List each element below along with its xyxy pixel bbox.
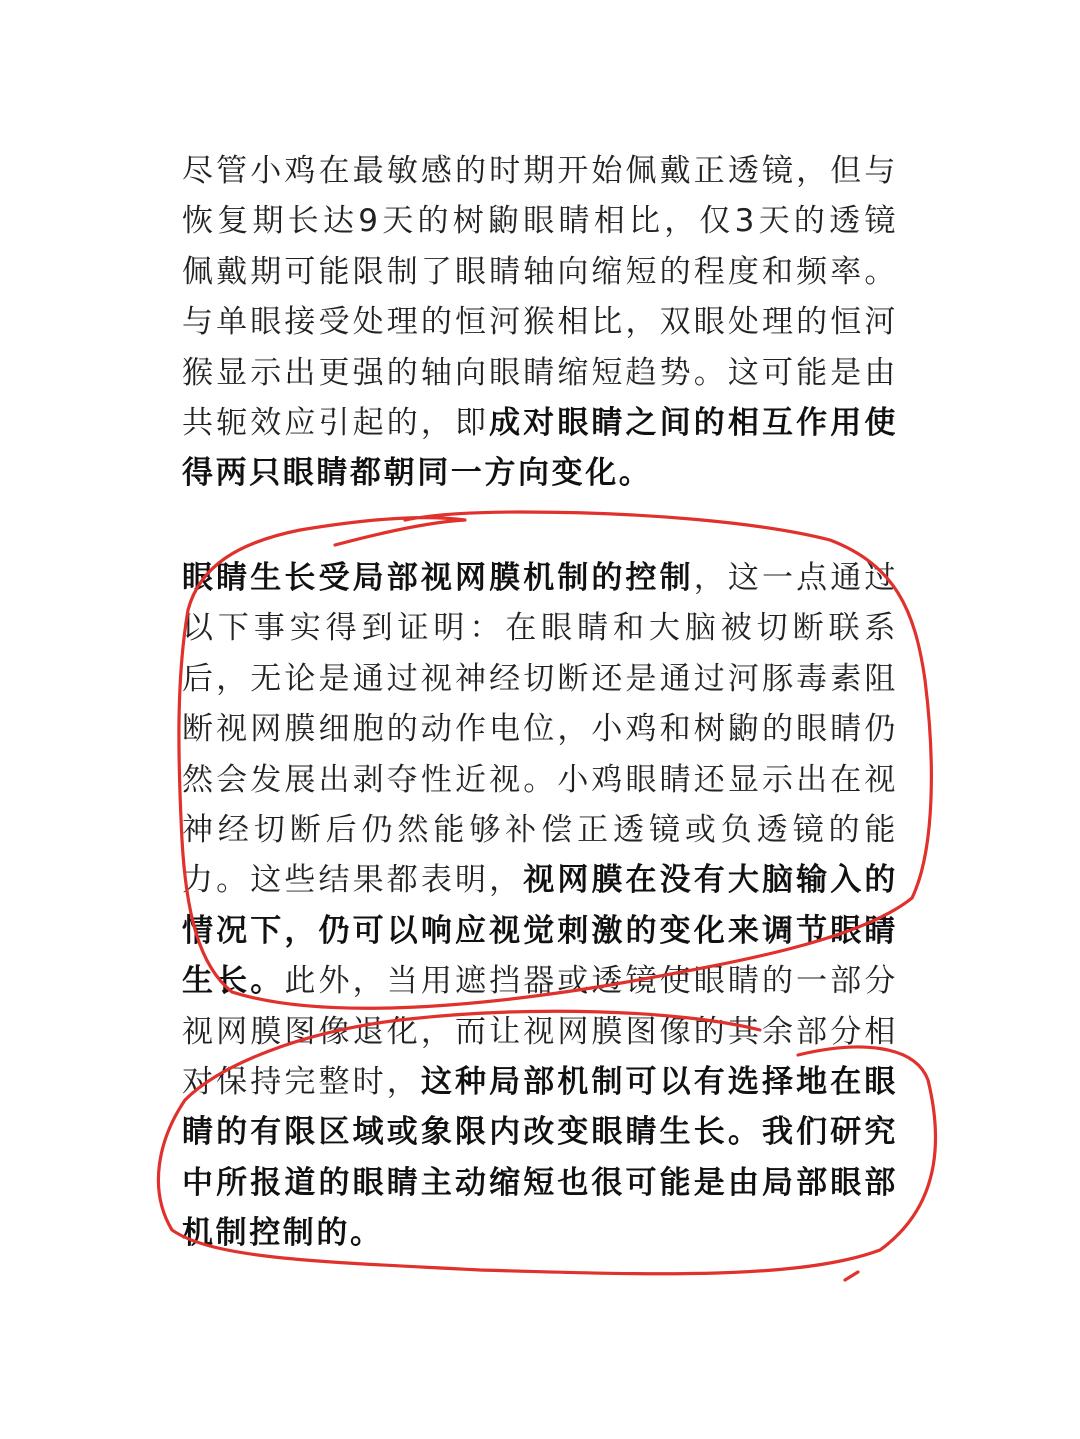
paragraph-2-bold-end: 这种局部机制可以有选择地在眼睛的有限区域或象限内改变眼睛生长。我们研究中所报道的眼睛主动缩短也很可能是由局部眼部机制控制的。 <box>182 1064 898 1252</box>
paragraph-2-bold-lead: 眼睛生长受局部视网膜机制的控制 <box>182 560 694 596</box>
paragraph-1-bold: 成对眼睛之间的相互作用使得两只眼睛都朝同一方向变化。 <box>182 405 898 492</box>
paragraph-2-text-b: 此外，当用遮挡器或透镜使眼睛的一部分视网膜图像退化，而让视网膜图像的其余部分相对保持完整时， <box>182 963 898 1101</box>
paragraph-1 <box>182 146 898 499</box>
paragraph-2 <box>182 553 898 1259</box>
paragraph-2-bold-mid: 视网膜在没有大脑输入的情况下，仍可以响应视觉刺激的变化来调节眼睛生长。 <box>182 862 898 1000</box>
paragraph-2-text-a: ，这一点通过以下事实得到证明：在眼睛和大脑被切断联系后，无论是通过视神经切断还是通过河豚毒素阻断视网膜细胞的动作电位，小鸡和树鼩的眼睛仍然会发展出剥夺性近视。小鸡眼睛还显示出在视神经切断后仍然能够补偿正透镜或负透镜的能力。这些结果都表明， <box>182 560 898 899</box>
paragraph-1-text: 尽管小鸡在最敏感的时期开始佩戴正透镜，但与恢复期长达9天的树鼩眼睛相比，仅3天的透镜佩戴期可能限制了眼睛轴向缩短的程度和频率。与单眼接受处理的恒河猴相比，双眼处理的恒河猴显示出更强的轴向眼睛缩短趋势。这可能是由共轭效应引起的，即 <box>182 153 898 442</box>
red-mark-corner <box>845 1272 858 1280</box>
